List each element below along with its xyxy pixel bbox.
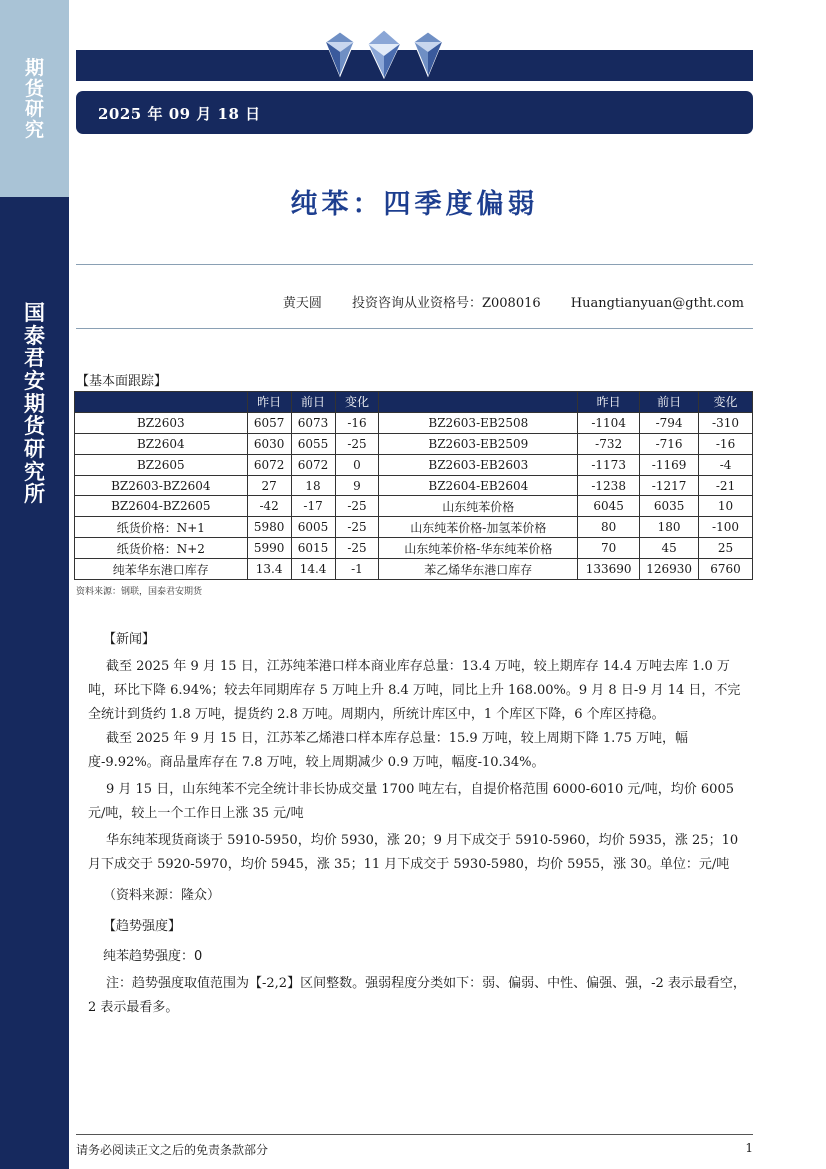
news-paragraph: 截至 2025 年 9 月 15 日，江苏纯苯港口样本商业库存总量：13.4 万吨，较上期库存 14.4 万吨去库 1.0 万吨，环比下降 6.94%；较去年同期库存 5 万吨上升 8.4 万吨，同比上升 168.00%。9 月 8 日-9 月 14 日，不完全统计到货约 1.8 万吨，提货约 2.8 万吨。周期内，所统计库区中，1 个库区下降，6 个库区持稳。 — [88, 659, 741, 722]
table-cell: -100 — [699, 517, 753, 538]
table-cell: 6760 — [699, 559, 753, 580]
table-cell: 13.4 — [247, 559, 291, 580]
table-cell: 45 — [640, 538, 699, 559]
diamond-icon — [410, 28, 446, 80]
diamond-icon — [322, 28, 358, 80]
table-cell: 80 — [578, 517, 640, 538]
table-cell: 133690 — [578, 559, 640, 580]
table-row-label: 纸货价格：N+1 — [75, 517, 248, 538]
table-header-blank — [379, 392, 578, 413]
table-cell: -732 — [578, 433, 640, 454]
table-row-label: BZ2605 — [75, 454, 248, 475]
section-label-trend: 【趋势强度】 — [103, 919, 182, 934]
news-paragraph: 华东纯苯现货商谈于 5910-5950，均价 5930，涨 20；9 月下成交于 5910-5960，均价 5935，涨 25；10 月下成交于 5920-5970，均价 5945，涨 35；11 月下成交于 5930-5980，均价 5955，涨 30。单位：元/吨 — [88, 833, 739, 872]
table-cell: -4 — [699, 454, 753, 475]
table-row-label: 山东纯苯价格-加氢苯价格 — [379, 517, 578, 538]
table-row-label: BZ2604-BZ2605 — [75, 496, 248, 517]
table-cell: 6073 — [291, 412, 335, 433]
table-row-label: BZ2603-EB2509 — [379, 433, 578, 454]
author-line — [257, 292, 744, 311]
trend-value: 纯苯趋势强度：0 — [103, 949, 203, 964]
table-cell: -21 — [699, 475, 753, 496]
table-row — [75, 496, 753, 517]
table-cell: -25 — [335, 538, 379, 559]
author-name: 黄天圆 — [282, 296, 322, 311]
table-cell: 27 — [247, 475, 291, 496]
table-cell: -17 — [291, 496, 335, 517]
table-cell: 6055 — [291, 433, 335, 454]
table-cell: -25 — [335, 433, 379, 454]
table-cell: -716 — [640, 433, 699, 454]
sidebar-label-institute: 国 泰 君 安 期 货 研 究 所 — [24, 301, 45, 507]
divider — [76, 328, 753, 329]
table-header: 前日 — [291, 392, 335, 413]
table-row — [75, 538, 753, 559]
table-row — [75, 475, 753, 496]
table-cell: -16 — [335, 412, 379, 433]
table-cell: -16 — [699, 433, 753, 454]
news-source: （资料来源：隆众） — [103, 888, 221, 903]
table-cell: 18 — [291, 475, 335, 496]
table-cell: 126930 — [640, 559, 699, 580]
table-row-label: 纸货价格：N+2 — [75, 538, 248, 559]
table-cell: 14.4 — [291, 559, 335, 580]
table-cell: 5980 — [247, 517, 291, 538]
table-row-label: 纯苯华东港口库存 — [75, 559, 248, 580]
section-label-news: 【新闻】 — [103, 632, 156, 647]
table-cell: 0 — [335, 454, 379, 475]
table-cell: 9 — [335, 475, 379, 496]
table-cell: -1173 — [578, 454, 640, 475]
table-cell: 6035 — [640, 496, 699, 517]
table-cell: 6045 — [578, 496, 640, 517]
table-row — [75, 454, 753, 475]
table-row-label: BZ2604 — [75, 433, 248, 454]
table-header-blank — [75, 392, 248, 413]
table-cell: 6072 — [247, 454, 291, 475]
table-cell: 10 — [699, 496, 753, 517]
table-cell: 180 — [640, 517, 699, 538]
table-row — [75, 559, 753, 580]
table-cell: 6030 — [247, 433, 291, 454]
fundamentals-table — [74, 391, 753, 580]
footer-disclaimer: 请务必阅读正文之后的免责条款部分 — [76, 1143, 269, 1157]
footer-divider — [76, 1134, 753, 1135]
table-cell: 6072 — [291, 454, 335, 475]
table-cell: -1169 — [640, 454, 699, 475]
table-header: 变化 — [335, 392, 379, 413]
table-row-label: 山东纯苯价格-华东纯苯价格 — [379, 538, 578, 559]
report-date: 2025 年 09 月 18 日 — [98, 105, 261, 123]
table-cell: -1217 — [640, 475, 699, 496]
table-cell: -42 — [247, 496, 291, 517]
table-cell: -1104 — [578, 412, 640, 433]
table-row — [75, 517, 753, 538]
news-paragraph: 截至 2025 年 9 月 15 日，江苏苯乙烯港口样本库存总量：15.9 万吨，较上周期下降 1.75 万吨，幅度-9.92%。商品量库存在 7.8 万吨，较上周期减少 0.9 万吨，幅度-10.34%。 — [88, 731, 688, 770]
table-cell: -1238 — [578, 475, 640, 496]
section-label-fundamentals: 【基本面跟踪】 — [76, 374, 168, 389]
sidebar-label-research: 期 货 研 究 — [24, 57, 44, 141]
table-row-label: BZ2603-EB2508 — [379, 412, 578, 433]
table-cell: -25 — [335, 517, 379, 538]
author-qualification: 投资咨询从业资格号：Z008016 — [351, 296, 541, 311]
table-cell: -25 — [335, 496, 379, 517]
table-cell: -1 — [335, 559, 379, 580]
table-cell: 70 — [578, 538, 640, 559]
table-cell: -794 — [640, 412, 699, 433]
table-header: 变化 — [699, 392, 753, 413]
table-cell: 6015 — [291, 538, 335, 559]
table-row — [75, 412, 753, 433]
table-row-label: BZ2604-EB2604 — [379, 475, 578, 496]
table-header-row — [75, 392, 753, 413]
table-cell: 6057 — [247, 412, 291, 433]
table-cell: -310 — [699, 412, 753, 433]
page-number: 1 — [745, 1141, 753, 1155]
table-cell: 5990 — [247, 538, 291, 559]
table-header: 前日 — [640, 392, 699, 413]
table-row — [75, 433, 753, 454]
table-row-label: BZ2603-EB2603 — [379, 454, 578, 475]
divider — [76, 264, 753, 265]
trend-note: 注：趋势强度取值范围为【-2,2】区间整数。强弱程度分类如下：弱、偏弱、中性、偏强、强，-2 表示最看空，2 表示最看多。 — [88, 976, 746, 1015]
table-source: 资料来源：钢联，国泰君安期货 — [76, 587, 203, 597]
author-email[interactable]: Huangtianyuan@gtht.com — [570, 296, 744, 311]
table-header: 昨日 — [247, 392, 291, 413]
date-bar — [76, 91, 753, 134]
table-row-label: 山东纯苯价格 — [379, 496, 578, 517]
table-row-label: BZ2603 — [75, 412, 248, 433]
table-header: 昨日 — [578, 392, 640, 413]
diamond-icon — [364, 28, 404, 80]
table-cell: 6005 — [291, 517, 335, 538]
table-cell: 25 — [699, 538, 753, 559]
table-row-label: BZ2603-BZ2604 — [75, 475, 248, 496]
news-paragraph: 9 月 15 日，山东纯苯不完全统计非长协成交量 1700 吨左右，自提价格范围 6000-6010 元/吨，均价 6005 元/吨，较上一个工作日上涨 35 元/吨 — [88, 782, 734, 821]
table-row-label: 苯乙烯华东港口库存 — [379, 559, 578, 580]
page-title: 纯苯：四季度偏弱 — [290, 189, 539, 220]
